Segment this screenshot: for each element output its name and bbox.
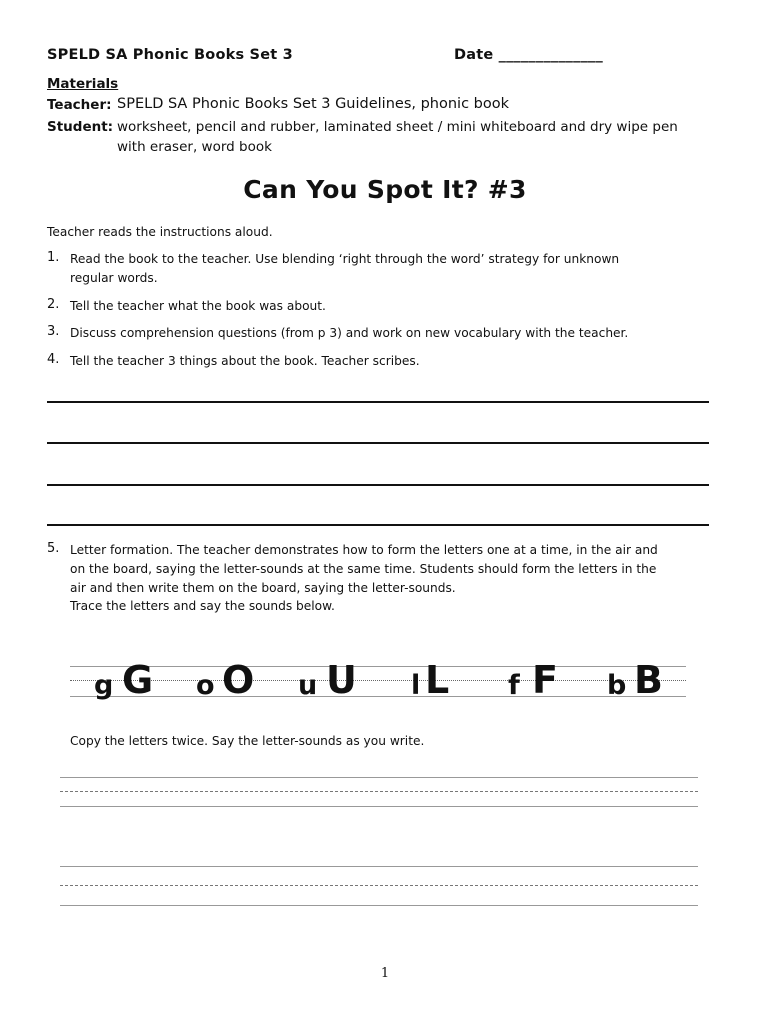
instruction-1-line-1: Read the book to the teacher. Use blending ‘right through the word’ strategy for unknown xyxy=(70,252,620,266)
materials-heading: Materials xyxy=(47,76,119,92)
student-materials-line-2: with eraser, word book xyxy=(117,139,272,155)
writing-line[interactable] xyxy=(47,442,709,444)
guide-top-line xyxy=(70,666,686,667)
practice-baseline[interactable] xyxy=(60,806,698,807)
student-materials-line-1: worksheet, pencil and rubber, laminated sheet / mini whiteboard and dry wipe pen xyxy=(117,119,678,135)
trace-letter-g-lower[interactable]: g xyxy=(94,670,114,701)
instruction-number: 1. xyxy=(47,250,60,265)
practice-top-line xyxy=(60,866,698,867)
trace-letter-l-lower[interactable]: l xyxy=(411,670,421,701)
trace-letter-g-upper[interactable]: G xyxy=(122,658,154,702)
step-5-line-3: air and then write them on the board, saying the letter-sounds. xyxy=(70,581,456,595)
instruction-2-text: Tell the teacher what the book was about. xyxy=(70,299,326,313)
trace-letter-l-upper[interactable]: L xyxy=(425,658,450,702)
trace-letter-u-lower[interactable]: u xyxy=(298,670,318,701)
practice-midline xyxy=(60,791,698,792)
instruction-number: 4. xyxy=(47,352,60,367)
instruction-1-line-2: regular words. xyxy=(70,271,158,285)
trace-letter-f-upper[interactable]: F xyxy=(532,658,558,702)
trace-letter-o-lower[interactable]: o xyxy=(196,670,215,701)
teacher-materials: SPELD SA Phonic Books Set 3 Guidelines, phonic book xyxy=(117,96,510,112)
writing-line[interactable] xyxy=(47,401,709,403)
guide-midline xyxy=(70,680,686,681)
instruction-number: 5. xyxy=(47,541,60,556)
trace-letter-b-lower[interactable]: b xyxy=(607,670,627,701)
practice-midline xyxy=(60,885,698,886)
instruction-number: 3. xyxy=(47,324,60,339)
trace-letter-b-upper[interactable]: B xyxy=(634,658,663,702)
worksheet-title: Can You Spot It? #3 xyxy=(243,175,527,204)
practice-top-line xyxy=(60,777,698,778)
header-series-title: SPELD SA Phonic Books Set 3 xyxy=(47,47,293,63)
instruction-4-text: Tell the teacher 3 things about the book. Teacher scribes. xyxy=(70,354,420,368)
page-number: 1 xyxy=(380,966,390,981)
practice-baseline[interactable] xyxy=(60,905,698,906)
trace-letter-u-upper[interactable]: U xyxy=(326,658,357,702)
guide-baseline xyxy=(70,696,686,697)
step-5-line-1: Letter formation. The teacher demonstrates how to form the letters one at a time, in the air and xyxy=(70,543,658,557)
instruction-number: 2. xyxy=(47,297,60,312)
instruction-3-text: Discuss comprehension questions (from p 3) and work on new vocabulary with the teacher. xyxy=(70,326,629,340)
step-5-line-2: on the board, saying the letter-sounds at the same time. Students should form the letters in the xyxy=(70,562,657,576)
trace-letter-o-upper[interactable]: O xyxy=(222,658,255,702)
trace-letter-f-lower[interactable]: f xyxy=(508,670,520,701)
intro-text: Teacher reads the instructions aloud. xyxy=(47,225,273,239)
date-field-label: Date ______________ xyxy=(454,47,603,63)
writing-line[interactable] xyxy=(47,484,709,486)
teacher-label: Teacher: xyxy=(47,97,112,113)
step-5-line-4: Trace the letters and say the sounds below. xyxy=(70,599,335,613)
student-label: Student: xyxy=(47,119,114,135)
writing-line[interactable] xyxy=(47,524,709,526)
copy-instruction: Copy the letters twice. Say the letter-sounds as you write. xyxy=(70,734,425,748)
